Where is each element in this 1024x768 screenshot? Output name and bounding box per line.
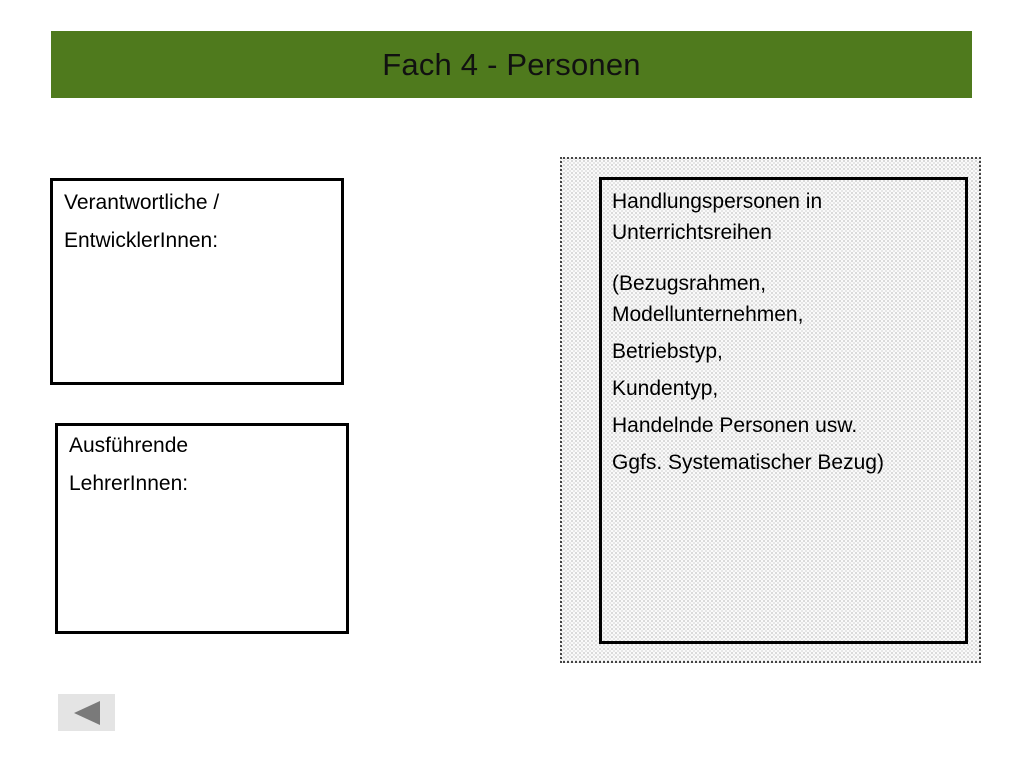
title-bar <box>51 31 972 98</box>
action-persons-line-6: Kundentyp, <box>612 377 719 400</box>
action-persons-box <box>599 177 968 644</box>
executing-label-line-1: Ausführende <box>69 434 189 457</box>
action-persons-line-7: Handelnde Personen usw. <box>612 414 858 437</box>
triangle-left-icon <box>72 700 102 726</box>
responsible-label-line-1: Verantwortliche / <box>64 191 220 214</box>
action-persons-line-3: (Bezugsrahmen, <box>612 272 767 295</box>
page-title: Fach 4 - Personen <box>382 47 641 82</box>
responsible-label-line-2: EntwicklerInnen: <box>64 229 219 252</box>
action-persons-line-2: Unterrichtsreihen <box>612 221 772 244</box>
back-button[interactable] <box>58 694 115 731</box>
executing-teachers-box <box>55 423 349 634</box>
executing-label-line-2: LehrerInnen: <box>69 472 189 495</box>
action-persons-line-5: Betriebstyp, <box>612 340 723 363</box>
action-persons-line-1: Handlungspersonen in <box>612 190 823 213</box>
action-persons-line-4: Modellunternehmen, <box>612 303 804 326</box>
responsible-developers-box <box>50 178 344 385</box>
action-persons-line-8: Ggfs. Systematischer Bezug) <box>612 451 884 474</box>
